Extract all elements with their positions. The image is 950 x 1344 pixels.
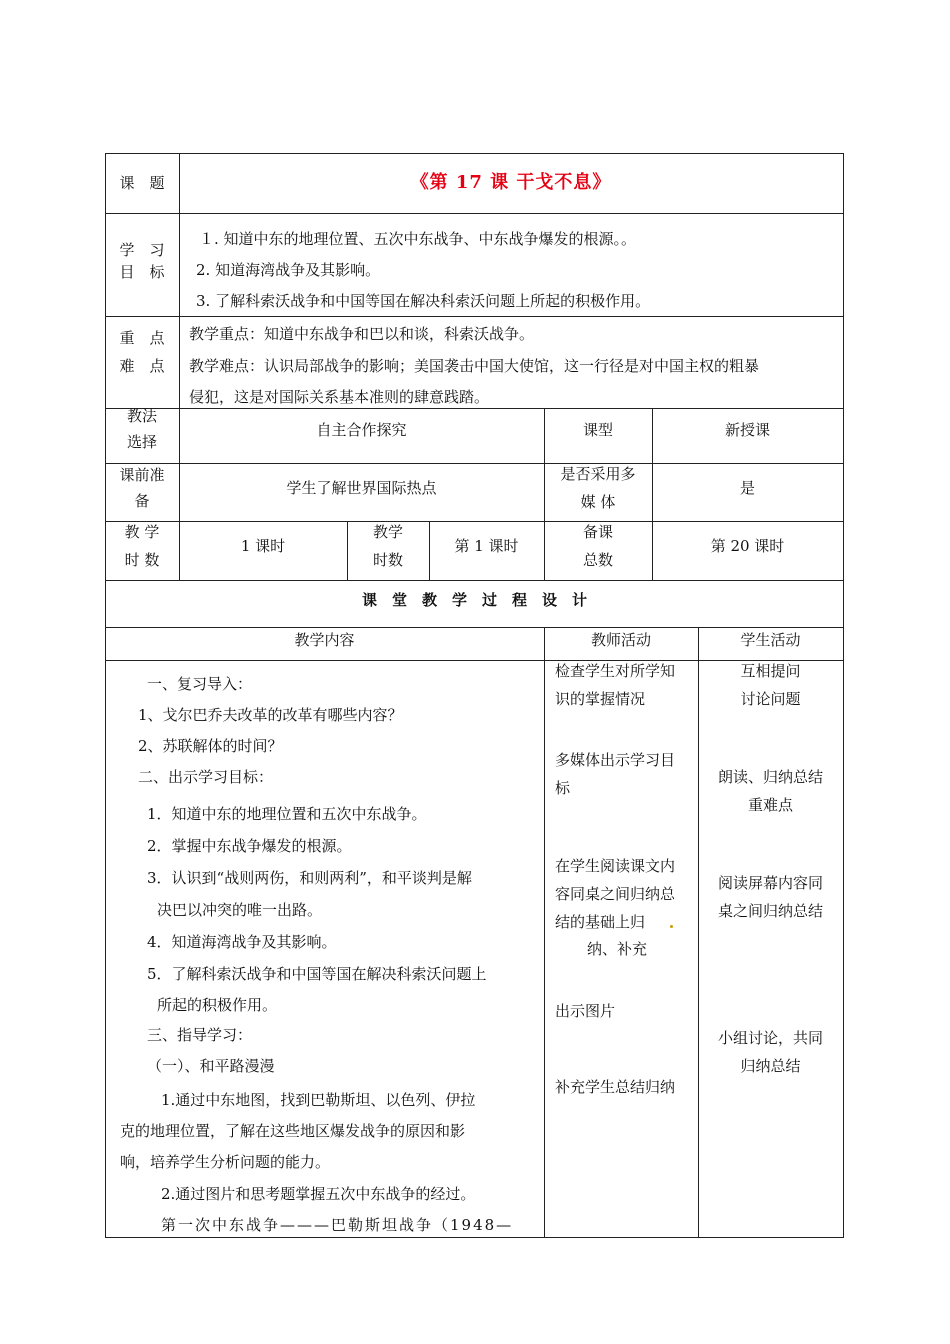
student-activity-line: 桌之间归纳总结 <box>717 902 823 920</box>
goal-item: １. 知道中东的地理位置、五次中东战争、中东战争爆发的根源。。 <box>199 230 637 248</box>
hours-label-secondary: 教学 <box>372 523 403 541</box>
media-value: 是 <box>739 479 755 497</box>
content-line: 2.通过图片和思考题掌握五次中东战争的经过。 <box>161 1185 476 1203</box>
row-divider <box>105 213 844 214</box>
content-line: 2．掌握中东战争爆发的根源。 <box>147 837 352 855</box>
col-header-content: 教学内容 <box>294 631 355 649</box>
teacher-activity-line: 结的基础上归 <box>555 913 646 931</box>
table-border-top <box>105 153 844 154</box>
student-activity-line: 阅读屏幕内容同 <box>717 874 823 892</box>
student-activity-line: 互相提问 <box>740 662 801 680</box>
content-line: 响，培养学生分析问题的能力。 <box>120 1153 331 1171</box>
content-line: 2、苏联解体的时间？ <box>138 737 283 755</box>
lesson-type-value: 新授课 <box>724 421 770 439</box>
ink-dot <box>670 925 673 928</box>
key-points-text: 教学重点：知道中东战争和巴以和谈，科索沃战争。 <box>189 325 535 343</box>
row-divider <box>105 580 844 581</box>
content-line: 所起的积极作用。 <box>157 996 278 1014</box>
content-line: 第一次中东战争———巴勒斯坦战争（1948— <box>161 1216 514 1234</box>
col-header-student: 学生活动 <box>740 631 801 649</box>
teacher-activity-line: 出示图片 <box>555 1002 616 1020</box>
hours-label: 时 数 <box>124 551 160 569</box>
row-divider <box>105 463 844 464</box>
goal-item: 3. 了解科索沃战争和中国等国在解决科索沃问题上所起的积极作用。 <box>196 292 651 310</box>
content-line: 1、戈尔巴乔夫改革的改革有哪些内容？ <box>138 706 403 724</box>
content-line: 决巴以冲突的唯一出路。 <box>157 901 323 919</box>
student-activity-line: 归纳总结 <box>740 1057 801 1075</box>
col-divider <box>179 153 180 581</box>
content-line: 5．了解科索沃战争和中国等国在解决科索沃问题上 <box>147 965 487 983</box>
goal-item: 2. 知道海湾战争及其影响。 <box>196 261 381 279</box>
lesson-title: 《第 17 课 干戈不息》 <box>410 172 612 193</box>
teacher-activity-line: 纳、补充 <box>587 940 648 958</box>
content-line: 1.通过中东地图，找到巴勒斯坦、以色列、伊拉 <box>161 1091 476 1109</box>
total-label: 总数 <box>582 551 613 569</box>
col-divider <box>698 627 699 1238</box>
content-line: 4．知道海湾战争及其影响。 <box>147 933 337 951</box>
student-activity-line: 重难点 <box>747 796 793 814</box>
row-divider <box>105 316 844 317</box>
prep-label: 课前准 <box>119 466 165 484</box>
keti-label: 课 题 <box>119 174 165 192</box>
teacher-activity-line: 容同桌之间归纳总 <box>555 885 676 903</box>
difficult-points-text: 侵犯，这是对国际关系基本准则的肆意践踏。 <box>189 388 490 406</box>
lesson-type-label: 课型 <box>582 421 613 439</box>
goals-label: 学 习 <box>119 241 165 259</box>
total-value: 第 20 课时 <box>710 537 785 555</box>
row-divider <box>105 521 844 522</box>
teacher-activity-line: 多媒体出示学习目 <box>555 751 676 769</box>
difficult-points-text: 教学难点：认识局部战争的影响；美国袭击中国大使馆，这一行径是对中国主权的粗暴 <box>189 357 760 375</box>
hours-label: 教 学 <box>124 523 160 541</box>
col-divider <box>544 627 545 1238</box>
col-header-teacher: 教师活动 <box>590 631 651 649</box>
content-line: 克的地理位置，了解在这些地区爆发战争的原因和影 <box>120 1122 466 1140</box>
content-line: 二、出示学习目标： <box>138 768 274 786</box>
goals-label: 目 标 <box>119 263 165 281</box>
student-activity-line: 讨论问题 <box>740 690 801 708</box>
media-label: 是否采用多 <box>560 465 636 483</box>
table-border-left <box>105 153 106 1238</box>
content-line: 1．知道中东的地理位置和五次中东战争。 <box>147 805 427 823</box>
table-border-right <box>843 153 844 1238</box>
prep-value: 学生了解世界国际热点 <box>286 479 437 497</box>
total-label: 备课 <box>582 523 613 541</box>
hours-value: 1 课时 <box>240 537 286 555</box>
section-title: 课 堂 教 学 过 程 设 计 <box>361 591 587 609</box>
content-line: 三、指导学习： <box>147 1026 253 1044</box>
teacher-activity-line: 标 <box>555 779 571 797</box>
content-line: （一）、和平路漫漫 <box>147 1057 275 1075</box>
hours-label-secondary: 时数 <box>372 551 403 569</box>
method-label: 选择 <box>126 433 157 451</box>
teacher-activity-line: 检查学生对所学知 <box>555 662 676 680</box>
content-line: 一、复习导入： <box>147 675 253 693</box>
keypoints-label: 难 点 <box>119 357 165 375</box>
teacher-activity-line: 补充学生总结归纳 <box>555 1078 676 1096</box>
media-label: 媒 体 <box>580 493 616 511</box>
teacher-activity-line: 在学生阅读课文内 <box>555 857 676 875</box>
hours-value-secondary: 第 1 课时 <box>454 537 519 555</box>
student-activity-line: 朗读、归纳总结 <box>717 768 823 786</box>
teacher-activity-line: 识的掌握情况 <box>555 690 646 708</box>
content-line: 3．认识到“战则两伤，和则两利”，和平谈判是解 <box>147 869 472 887</box>
keypoints-label: 重 点 <box>119 329 165 347</box>
method-value: 自主合作探究 <box>316 421 407 439</box>
method-label: 教法 <box>126 407 157 425</box>
prep-label: 备 <box>134 492 150 510</box>
student-activity-line: 小组讨论，共同 <box>717 1029 823 1047</box>
